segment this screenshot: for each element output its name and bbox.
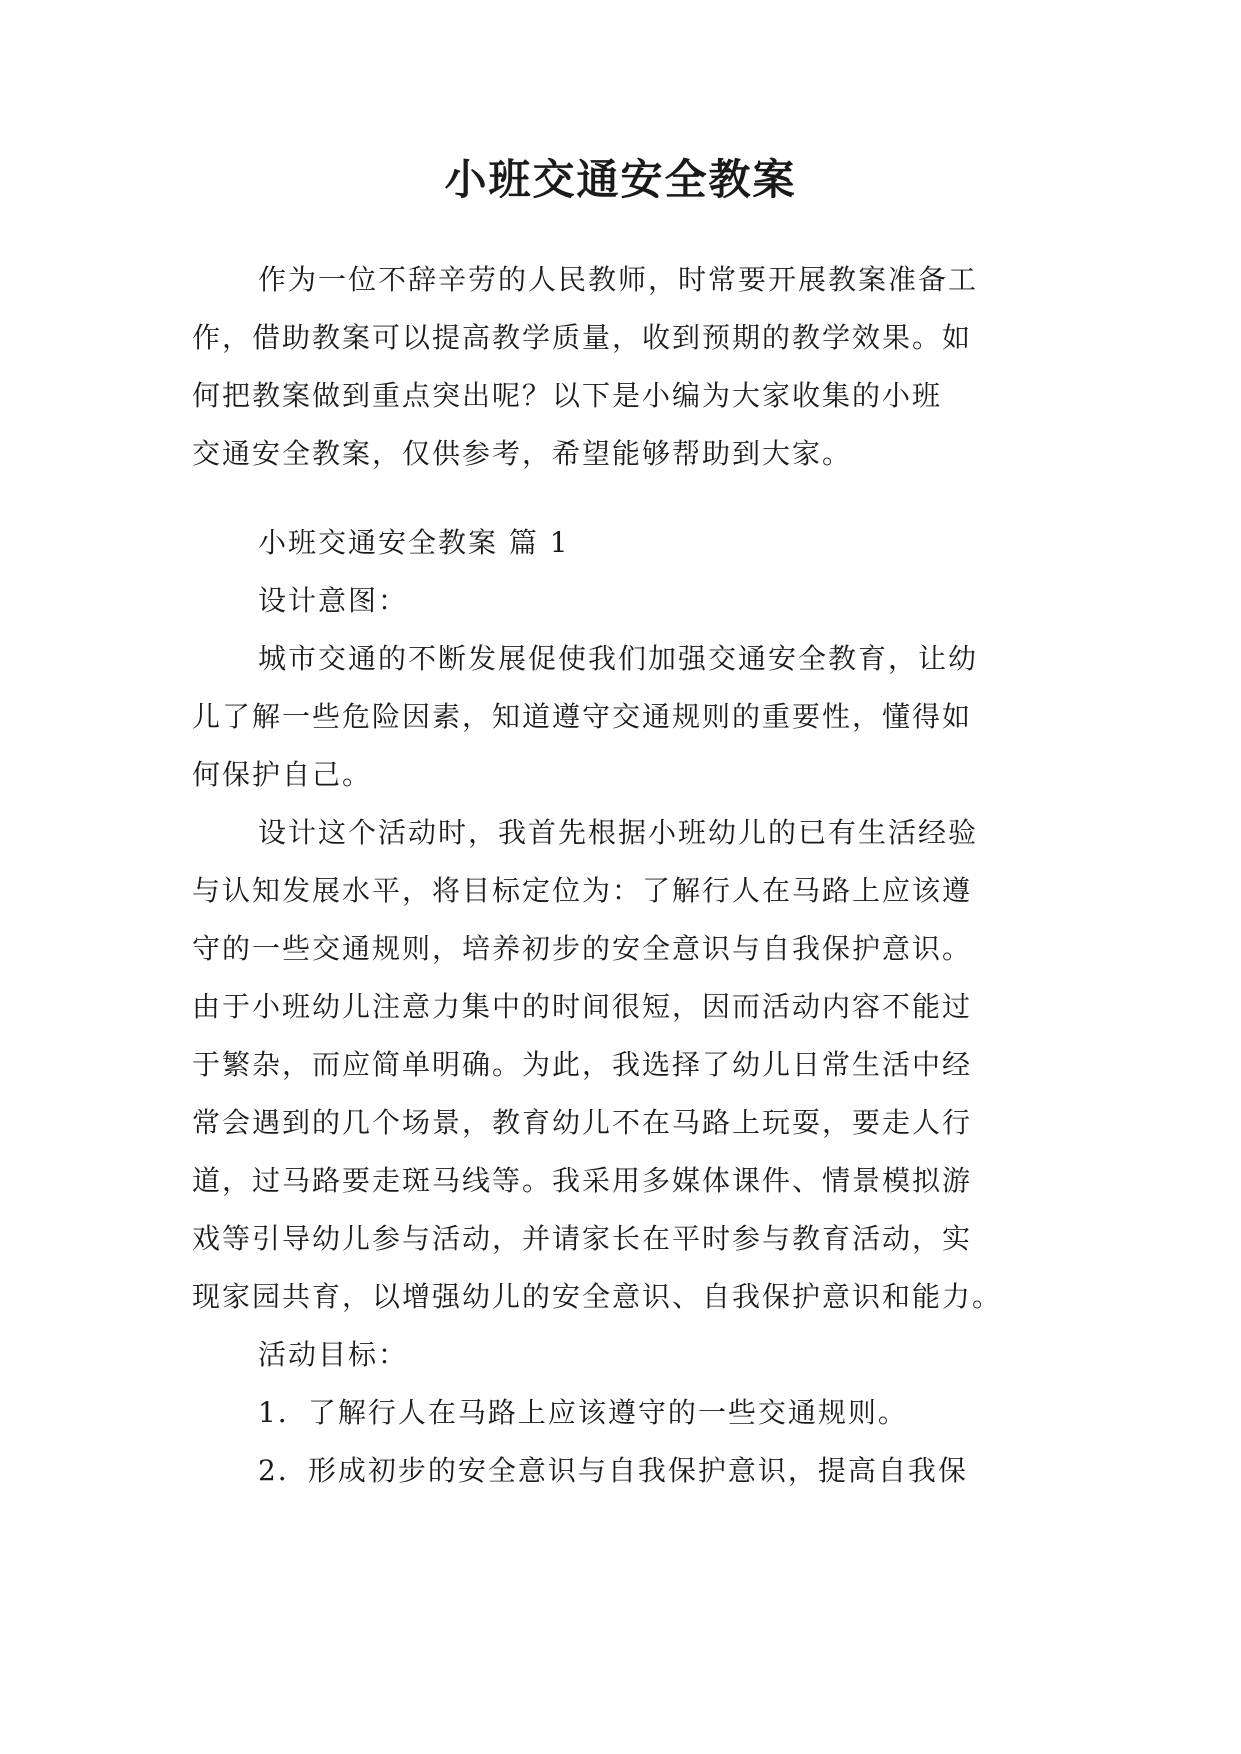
activity-goals-label: 活动目标： (258, 1338, 409, 1371)
paragraph-line: 由于小班幼儿注意力集中的时间很短，因而活动内容不能过 (192, 990, 973, 1023)
paragraph-line: 戏等引导幼儿参与活动，并请家长在平时参与教育活动，实 (192, 1222, 973, 1255)
document-title: 小班交通安全教案 (444, 155, 797, 204)
paragraph-line: 儿了解一些危险因素，知道遵守交通规则的重要性，懂得如 (192, 700, 973, 733)
goal-item: 2．形成初步的安全意识与自我保护意识，提高自我保 (258, 1454, 968, 1487)
goals-list (192, 1384, 1072, 1500)
paragraph-line: 与认知发展水平，将目标定位为：了解行人在马路上应该遵 (192, 874, 973, 907)
paragraph-line: 作，借助教案可以提高教学质量，收到预期的教学效果。如 (192, 321, 973, 354)
paragraph-line: 常会遇到的几个场景，教育幼儿不在马路上玩耍，要走人行 (192, 1106, 973, 1139)
paragraph-line: 何把教案做到重点突出呢？以下是小编为大家收集的小班 (192, 379, 943, 412)
main-content (192, 514, 1072, 1500)
design-paragraph-1 (192, 630, 1072, 804)
paragraph-line: 设计这个活动时，我首先根据小班幼儿的已有生活经验 (258, 816, 979, 849)
paragraph-line: 城市交通的不断发展促使我们加强交通安全教育，让幼 (258, 642, 979, 675)
intro-paragraph (192, 251, 1072, 483)
paragraph-line: 道，过马路要走斑马线等。我采用多媒体课件、情景模拟游 (192, 1164, 973, 1197)
design-intent-label: 设计意图： (258, 584, 409, 617)
paragraph-line: 何保护自己。 (192, 758, 373, 791)
design-paragraph-2 (192, 804, 1072, 1326)
paragraph-line: 交通安全教案，仅供参考，希望能够帮助到大家。 (192, 437, 853, 470)
section-heading: 小班交通安全教案 篇 1 (258, 526, 570, 559)
paragraph-line: 作为一位不辞辛劳的人民教师，时常要开展教案准备工 (258, 263, 979, 296)
paragraph-line: 现家园共育，以增强幼儿的安全意识、自我保护意识和能力。 (192, 1280, 1003, 1313)
paragraph-line: 守的一些交通规则，培养初步的安全意识与自我保护意识。 (192, 932, 973, 965)
paragraph-line: 于繁杂，而应简单明确。为此，我选择了幼儿日常生活中经 (192, 1048, 973, 1081)
goal-item: 1．了解行人在马路上应该遵守的一些交通规则。 (258, 1396, 908, 1429)
